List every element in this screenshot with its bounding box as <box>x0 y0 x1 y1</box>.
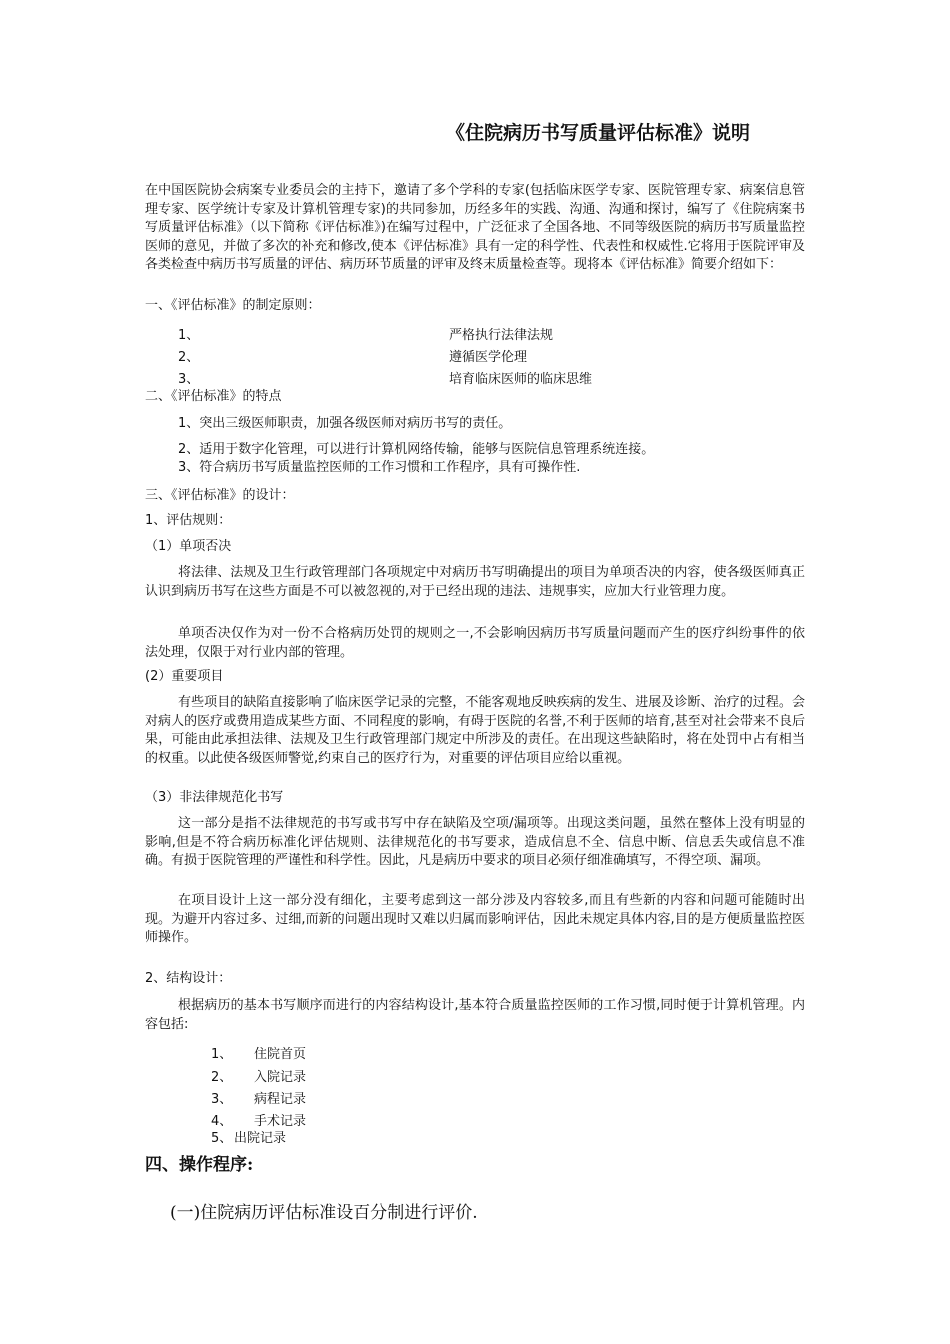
rules-heading: 1、评估规则： <box>145 513 232 528</box>
section1-item-text: 严格执行法律法规 <box>449 328 554 343</box>
section4-paragraph: (一)住院病历评估标准设百分制进行评价. <box>170 1203 478 1223</box>
sub3-paragraph-2: 在项目设计上这一部分没有细化，主要考虑到这一部分涉及内容较多,而且有些新的内容和问题可能随时出现。为避开内容过多、过细,而新的问题出现时又难以归属而影响评估，因此未规定具体内容,目的是方便质量监控医师操作。 <box>145 893 805 945</box>
structure-item-num: 1、 <box>211 1047 233 1062</box>
structure-item-text: 住院首页 <box>254 1047 307 1062</box>
structure-item-num: 5、 <box>211 1131 233 1146</box>
document-title: 《住院病历书写质量评估标准》说明 <box>446 122 751 144</box>
sub2-paragraph: 有些项目的缺陷直接影响了临床医学记录的完整，不能客观地反映疾病的发生、进展及诊断、治疗的过程。会对病人的医疗或费用造成某些方面、不同程度的影响，有碍于医院的名誉,不利于医师的培育,甚至对社会带来不良后果，可能由此承担法律、法规及卫生行政管理部门规定中所涉及的责任。在出现这些缺陷时，将在处罚中占有相当的权重。以此使各级医师警觉,约束自己的医疗行为，对重要的评估项目应给以重视。 <box>145 695 805 766</box>
structure-paragraph: 根据病历的基本书写顺序而进行的内容结构设计,基本符合质量监控医师的工作习惯,同时便于计算机管理。内容包括: <box>145 998 805 1032</box>
section1-item-num: 3、 <box>178 372 200 387</box>
section2-item: 2、适用于数字化管理，可以进行计算机网络传输，能够与医院信息管理系统连接。 <box>178 442 655 457</box>
structure-item-text: 入院记录 <box>254 1070 307 1085</box>
section3-heading: 三、《评估标准》的设计： <box>145 488 295 503</box>
section2-item: 1、突出三级医师职责，加强各级医师对病历书写的责任。 <box>178 416 512 431</box>
structure-item-text: 病程记录 <box>254 1092 307 1107</box>
intro-paragraph: 在中国医院协会病案专业委员会的主持下，邀请了多个学科的专家(包括临床医学专家、医院管理专家、病案信息管理专家、医学统计专家及计算机管理专家)的共同参加，历经多年的实践、沟通、沟通和探讨，编写了《住院病案书写质量评估标准》（以下简称《评估标准》)在编写过程中，广泛征求了全国各地、不同等级医院的病历书写质量监控医师的意见，并做了多次的补充和修改,使本《评估标准》具有一定的科学性、代表性和权威性.它将用于医院评审及各类检查中病历书写质量的评估、病历环节质量的评审及终末质量检查等。现将本《评估标准》简要介绍如下： <box>145 183 805 272</box>
section2-item: 3、符合病历书写质量监控医师的工作习惯和工作程序，具有可操作性. <box>178 460 581 475</box>
section1-item-num: 2、 <box>178 350 200 365</box>
section1-item-text: 遵循医学伦理 <box>449 350 528 365</box>
section1-heading: 一、《评估标准》的制定原则： <box>145 298 321 313</box>
structure-item-num: 4、 <box>211 1114 233 1129</box>
sub2-heading: (2）重要项目 <box>145 669 224 684</box>
structure-item-num: 2、 <box>211 1070 233 1085</box>
section1-item-num: 1、 <box>178 328 200 343</box>
structure-heading: 2、结构设计： <box>145 971 232 986</box>
section4-heading: 四、操作程序: <box>145 1155 254 1175</box>
structure-item-text: 手术记录 <box>254 1114 307 1129</box>
structure-item-num: 3、 <box>211 1092 233 1107</box>
structure-item-text: 出院记录 <box>234 1131 287 1146</box>
sub1-paragraph-2: 单项否决仅作为对一份不合格病历处罚的规则之一,不会影响因病历书写质量问题而产生的医疗纠纷事件的依法处理，仅限于对行业内部的管理。 <box>145 626 805 660</box>
sub1-heading: （1）单项否决 <box>145 539 232 554</box>
section2-heading: 二、《评估标准》的特点 <box>145 389 282 404</box>
sub3-paragraph-1: 这一部分是指不法律规范的书写或书写中存在缺陷及空项/漏项等。出现这类问题，虽然在整体上没有明显的影响,但是不符合病历标准化评估规则、法律规范化的书写要求，造成信息不全、信息中断、信息丢失或信息不准确。有损于医院管理的严谨性和科学性。因此，凡是病历中要求的项目必须仔细准确填写，不得空项、漏项。 <box>145 816 805 868</box>
sub3-heading: （3）非法律规范化书写 <box>145 790 284 805</box>
sub1-paragraph-1: 将法律、法规及卫生行政管理部门各项规定中对病历书写明确提出的项目为单项否决的内容，使各级医师真正认识到病历书写在这些方面是不可以被忽视的,对于已经出现的违法、违规事实，应加大行业管理力度。 <box>145 565 805 599</box>
section1-item-text: 培育临床医师的临床思维 <box>449 372 593 387</box>
